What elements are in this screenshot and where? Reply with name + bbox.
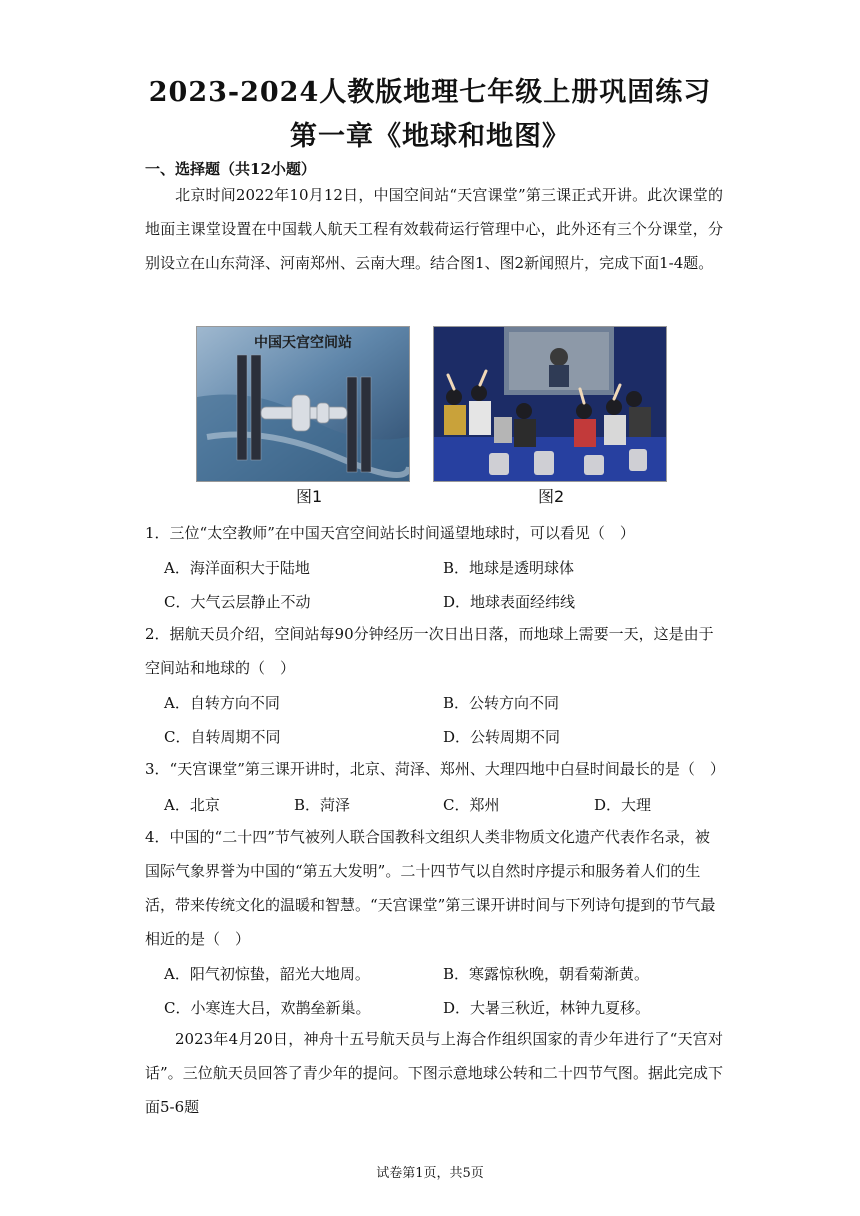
question-1-option-d[interactable]: D．地球表面经纬线 [443, 593, 576, 611]
question-1-option-b[interactable]: B．地球是透明球体 [443, 559, 575, 577]
intro-paragraph-2: 2023年4月20日，神舟十五号航天员与上海合作组织国家的青少年进行了“天宫对话”。三位航天员回答了青少年的提问。下图示意地球公转和二十四节气图。据此完成下面5-6题 [145, 1030, 723, 1116]
question-4-option-d[interactable]: D．大暑三秋近，林钟九夏移。 [443, 999, 651, 1017]
question-3-option-a[interactable]: A．北京 [164, 796, 220, 814]
question-4-option-a[interactable]: A．阳气初惊蛰，韶光大地周。 [164, 965, 370, 983]
question-3-option-c[interactable]: C．郑州 [443, 796, 500, 814]
question-4-option-b[interactable]: B．寒露惊秋晚，朝看菊渐黄。 [443, 965, 650, 983]
intro-paragraph-1: 北京时间2022年10月12日，中国空间站“天宫课堂”第三课正式开讲。此次课堂的地面主课堂设置在中国载人航天工程有效载荷运行管理中心，此外还有三个分课堂，分别设立在山东菏泽、河南郑州、云南大理。结合图1、图2新闻照片，完成下面1-4题。 [145, 186, 723, 272]
figure-1-space-station-image [196, 326, 410, 482]
figure-1-caption: 图1 [296, 487, 323, 506]
question-2-option-c[interactable]: C．自转周期不同 [164, 728, 281, 746]
document-title-line1: 2023-2024人教版地理七年级上册巩固练习 [148, 77, 712, 108]
question-1-option-a[interactable]: A．海洋面积大于陆地 [164, 559, 310, 577]
question-4-stem: 4．中国的“二十四”节气被列人联合国教科文组织人类非物质文化遗产代表作名录，被国际气象界誉为中国的“第五大发明”。二十四节气以自然时序提示和服务着人们的生活，带来传统文化的温暖和智慧。“天宫课堂”第三课开讲时间与下列诗句提到的节气最相近的是（ ） [145, 828, 716, 948]
question-2-option-a[interactable]: A．自转方向不同 [164, 694, 280, 712]
figure-2-caption: 图2 [538, 487, 565, 506]
page-footer: 试卷第1页，共5页 [376, 1166, 484, 1181]
figure-1-overlay-label: 中国天宫空间站 [254, 335, 352, 351]
question-1-option-c[interactable]: C．大气云层静止不动 [164, 593, 311, 611]
question-2-option-d[interactable]: D．公转周期不同 [443, 728, 561, 746]
figure-2-classroom-photo [433, 326, 667, 482]
question-2-stem: 2．据航天员介绍，空间站每90分钟经历一次日出日落，而地球上需要一天，这是由于空间站和地球的（ ） [145, 625, 714, 677]
section-heading: 一、选择题（共12小题） [145, 160, 316, 178]
question-2-option-b[interactable]: B．公转方向不同 [443, 694, 560, 712]
question-1-stem: 1．三位“太空教师”在中国天宫空间站长时间遥望地球时，可以看见（ ） [145, 524, 635, 542]
question-3-option-d[interactable]: D．大理 [594, 796, 652, 814]
document-title-line2: 第一章《地球和地图》 [290, 121, 570, 152]
question-3-stem: 3．“天宫课堂”第三课开讲时，北京、菏泽、郑州、大理四地中白昼时间最长的是（ ） [145, 760, 725, 778]
question-3-option-b[interactable]: B．菏泽 [294, 796, 351, 814]
question-4-option-c[interactable]: C．小寒连大吕，欢鹊垒新巢。 [164, 999, 371, 1017]
